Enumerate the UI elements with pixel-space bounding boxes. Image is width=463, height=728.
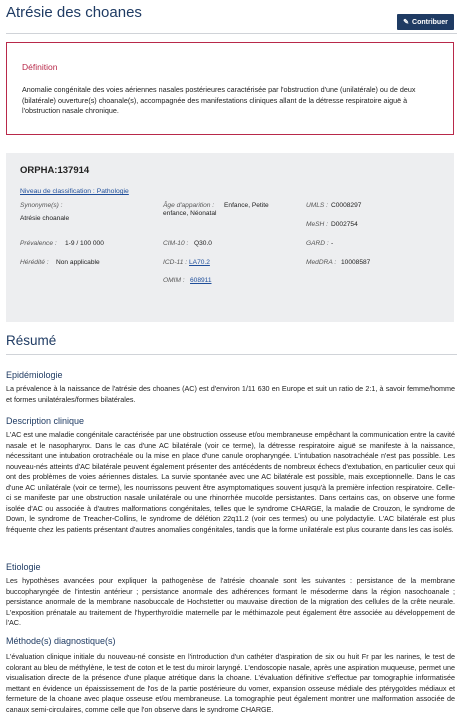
definition-title: Définition (22, 62, 58, 72)
clinical-description-heading: Description clinique (6, 416, 85, 426)
gard-label: GARD : (306, 240, 329, 247)
contribute-button[interactable] (397, 14, 454, 30)
icd11-label: ICD-11 : (163, 259, 188, 266)
epidemiology-text: La prévalence à la naissance de l'atrésie des choanes (AC) est d'environ 1/11 630 en Europe et suit un ratio de 2:1, à savoir femme/homme et formes unilatérales/formes bilatérales. (6, 384, 455, 404)
umls-label: UMLS : (306, 202, 328, 209)
omim-link[interactable]: 608911 (190, 277, 212, 284)
etiology-text: Les hypothèses avancées pour expliquer la pathogenèse de l'atrésie choanale sont les suivantes : persistance de la membrane buccopharyngée de l'intestin antérieur ; persistance anormale des adhérences formant le mésoderme dans la région nasochoanale ; persistance anormale de la membrane nasobuccale de Hochstetter ou mauvaise direction de la migration des cellules de la crête neurale. L'exposition prénatale au traitement de l'hyperthyroïdie maternelle par le méthimazole peut également être associée au développement de l'AC. (6, 576, 455, 627)
mesh-label: MeSH : (306, 221, 328, 228)
meddra-label: MedDRA : (306, 259, 337, 266)
definition-text: Anomalie congénitale des voies aériennes nasales postérieures caractérisée par l'obstruction d'une (unilatérale) ou de deux (bilatérale) ouverture(s) choanale(s), accompagnée des manifestations cliniques allant de la détresse respiratoire aiguë à l'obstruction nasale chronique. (22, 85, 416, 115)
orpha-code: ORPHA:137914 (20, 165, 90, 176)
diagnostic-methods-text: L'évaluation clinique initiale du nouveau-né consiste en l'introduction d'un cathéter d'aspiration de six ou huit Fr par les narines, le test de colorant au bleu de méthylène, le test de coton et le test du miroir laryngé. L'endoscopie nasale, après une aspiration muqueuse, permet une visualisation directe de la présence d'une plaque atrétique dans la choane. L'évaluation définitive s'effectue par tomographie informatisée mettant en évidence un épaississement de l'os de la partie postérieure du vomer, expansion osseuse médiale des ptérygoïdes médiaux et fermeture de la choane avec plaque osseuse et/ou membraneuse. La tomographie peut également montrer une malformation associée de canaux semi-circulaires, comme celle que l'on observe dans le syndrome CHARGE. (6, 652, 455, 714)
synonyms-value: Atrésie choanale (20, 215, 70, 222)
clinical-description-text: L'AC est une maladie congénitale caractérisée par une obstruction osseuse et/ou membraneuse empêchant la communication entre la cavité nasale et le nasopharynx. Dans le cas d'une AC bilatérale (voir ce terme), la détresse respiratoire aiguë se manifeste à la naissance, nécessitant une intubation orotrachéale ou la mise en place d'une canule oropharyngée. L'intubation nasotrachéale n'est pas possible. Les nouveau-nés atteints d'AC bilatérale peuvent également présenter des antécédents de nombreux échecs d'extubation, en particulier ceux qui ont des problèmes de voies aériennes distales. La survie spontanée avec une AC bilatérale est possible, mais exceptionnelle. Dans le cas d'une AC unilatérale (voir ce terme), les nourrissons peuvent être asymptomatiques souvent jusqu'à la première infection respiratoire. Celle-ci se manifeste par une obstruction nasale unilatérale ou une rhinorrhée mucoïde persistantes. Dans certains cas, on observe une forme isolée d'AC ou associée à d'autres malformations congénitales, telles que le syndrome CHARGE, la maladie de Crouzon, le syndrome de Down, le syndrome de Treacher-Collins, le syndrome de délétion 22q11.2 (voir ces termes) ou une polydactylie. L'AC bilatérale est plus fréquente chez les patients présentant d'autres anomalies congénitales, tandis que la forme unilatérale est plus courante dans les cas isolés. (6, 430, 455, 534)
omim-label: OMIM : (163, 277, 185, 284)
synonyms-label: Synonyme(s) : (20, 202, 63, 209)
icd11-link[interactable]: LA70.2 (189, 259, 210, 266)
onset-label: Âge d'apparition : (163, 202, 215, 209)
cim10-label: CIM-10 : (163, 240, 189, 247)
resume-divider (6, 354, 457, 355)
umls-value: C0008297 (331, 202, 362, 209)
epidemiology-heading: Epidémiologie (6, 370, 63, 380)
cim10-value: Q30.0 (194, 240, 212, 247)
heredity-value: Non applicable (56, 259, 100, 266)
pencil-icon: ✎ (403, 19, 410, 26)
mesh-value: D002754 (331, 221, 358, 228)
etiology-heading: Etiologie (6, 562, 41, 572)
meddra-value: 10008587 (341, 259, 371, 266)
contribute-label: Contribuer (412, 18, 448, 26)
onset-value-line-1: Enfance, Petite (224, 202, 269, 209)
prevalence-value: 1-9 / 100 000 (65, 240, 104, 247)
definition-box (6, 42, 454, 135)
prevalence-label: Prévalence : (20, 240, 57, 247)
info-panel (6, 153, 454, 322)
classification-link[interactable]: Niveau de classification : Pathologie (20, 188, 129, 195)
header-divider (6, 33, 457, 34)
diagnostic-methods-heading: Méthode(s) diagnostique(s) (6, 636, 116, 646)
gard-value: - (331, 240, 334, 247)
resume-title: Résumé (6, 333, 57, 348)
page-header (6, 4, 457, 30)
onset-value-line-2: enfance, Néonatal (163, 210, 217, 217)
heredity-label: Hérédité : (20, 259, 49, 266)
page-title: Atrésie des choanes (6, 4, 142, 21)
